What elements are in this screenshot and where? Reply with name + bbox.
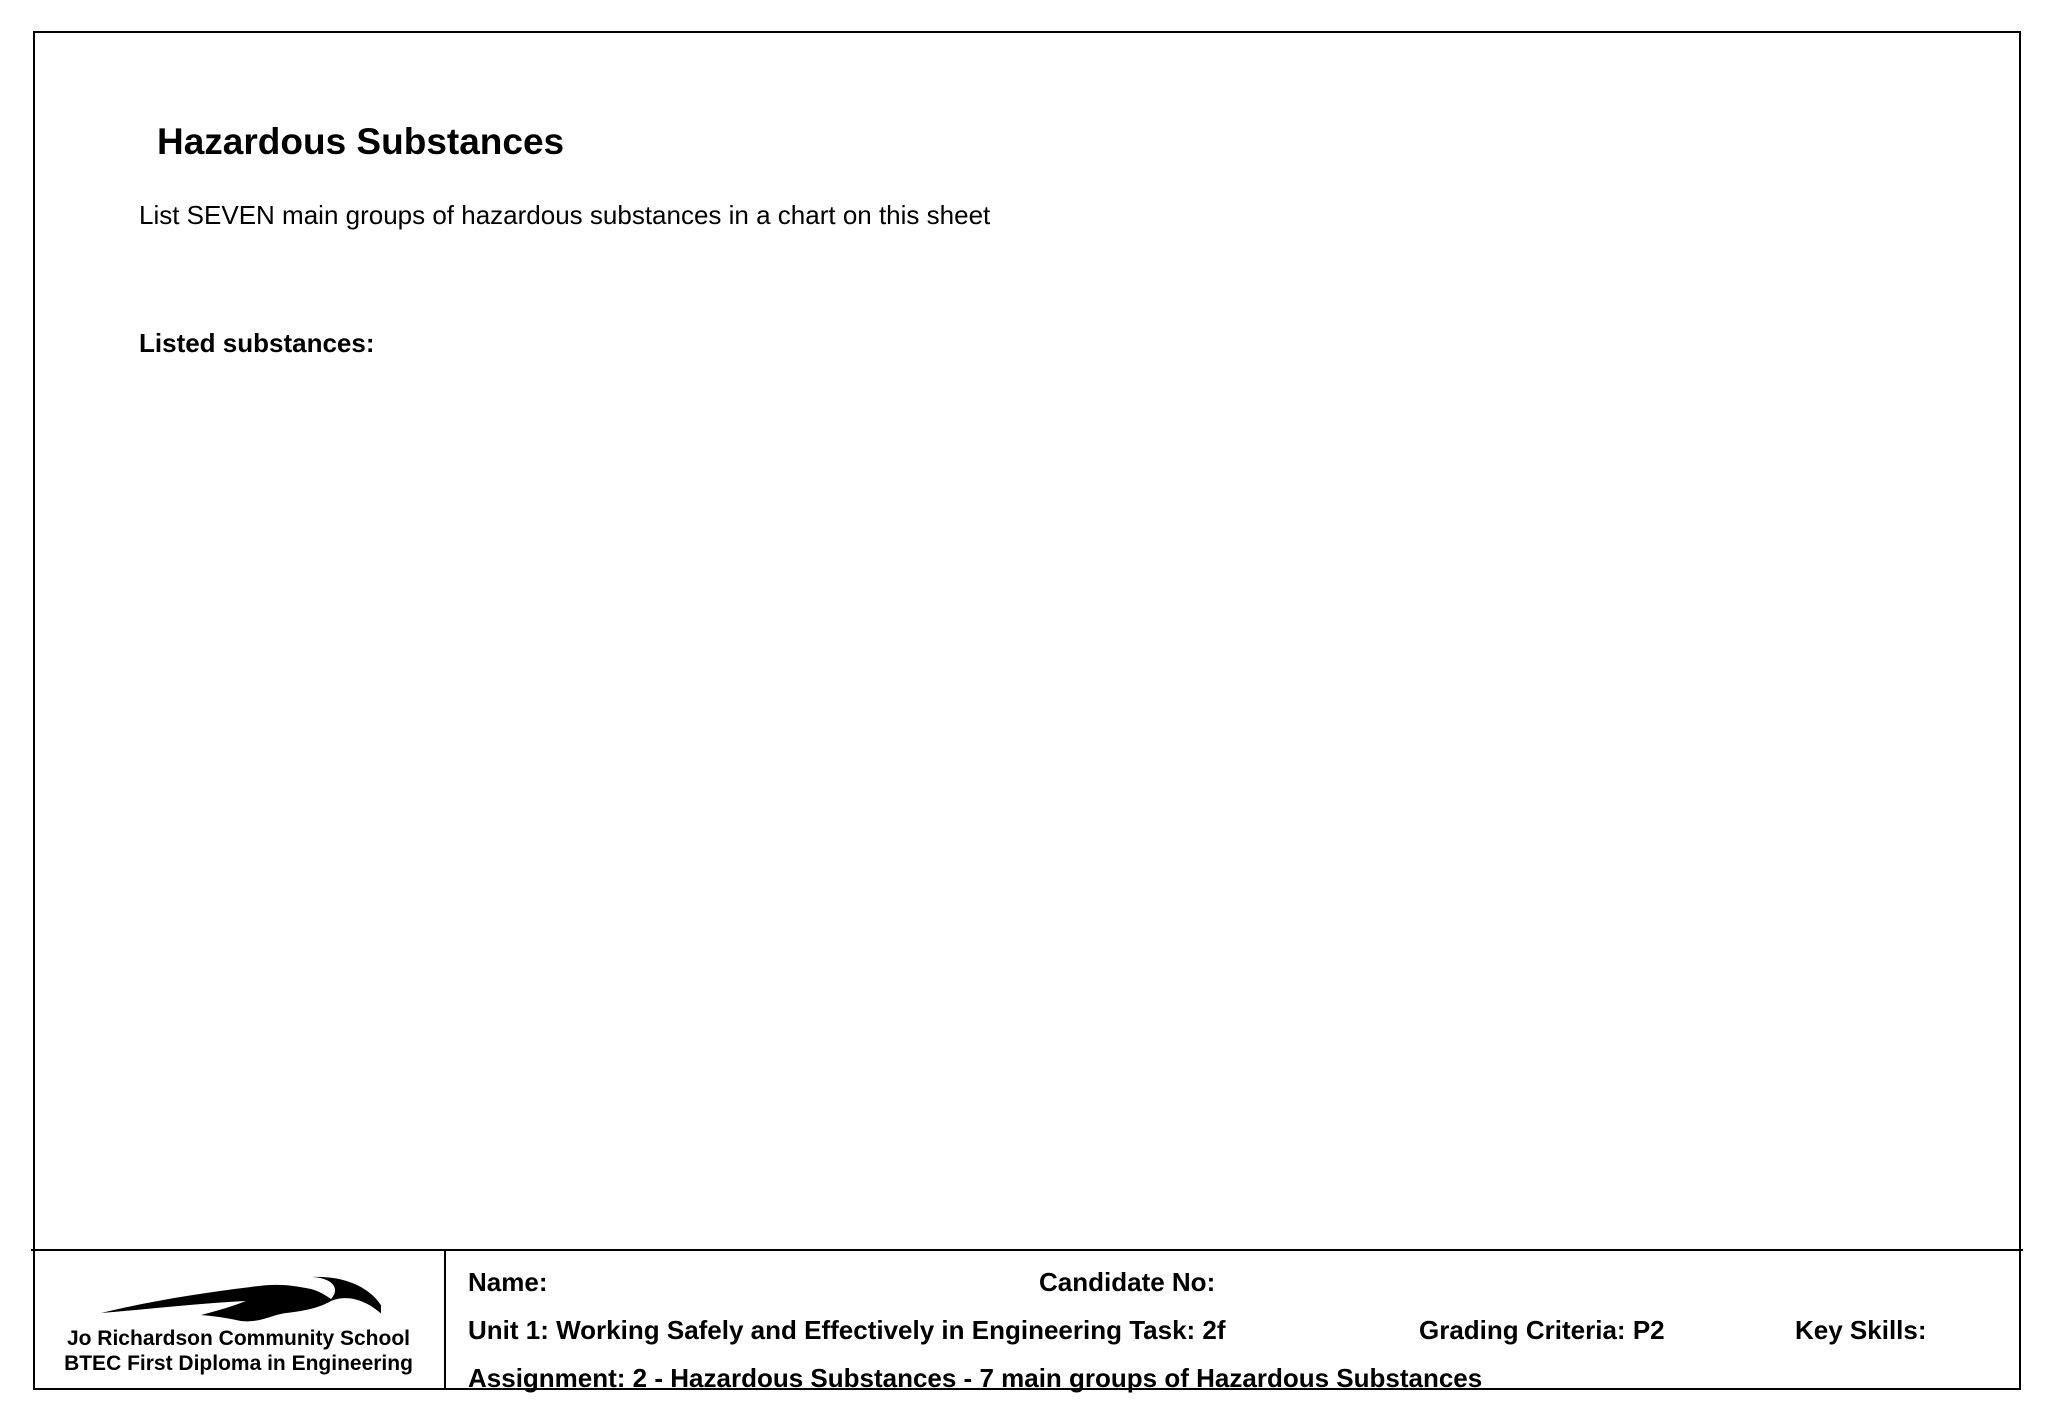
grading-criteria-text: Grading Criteria: P2 [1419, 1315, 1665, 1345]
course-name: BTEC First Diploma in Engineering [64, 1352, 413, 1375]
footer-info-bar [31, 1249, 2023, 1393]
unit-task-text: Unit 1: Working Safely and Effectively in Engineering Task: 2f [468, 1315, 1226, 1345]
assignment-text: Assignment: 2 - Hazardous Substances - 7 main groups of Hazardous Substances [468, 1363, 1483, 1393]
key-skills-label: Key Skills: [1795, 1315, 1927, 1345]
instruction-text: List SEVEN main groups of hazardous substances in a chart on this sheet [139, 200, 991, 230]
listed-substances-label: Listed substances: [139, 328, 375, 358]
name-label: Name: [468, 1267, 548, 1297]
school-logo-cell [31, 1251, 446, 1390]
page-title: Hazardous Substances [157, 121, 565, 162]
bird-logo-icon [81, 1275, 381, 1325]
candidate-number-label: Candidate No: [1039, 1267, 1216, 1297]
answer-area[interactable] [139, 380, 1979, 1230]
school-name: Jo Richardson Community School [66, 1327, 411, 1350]
